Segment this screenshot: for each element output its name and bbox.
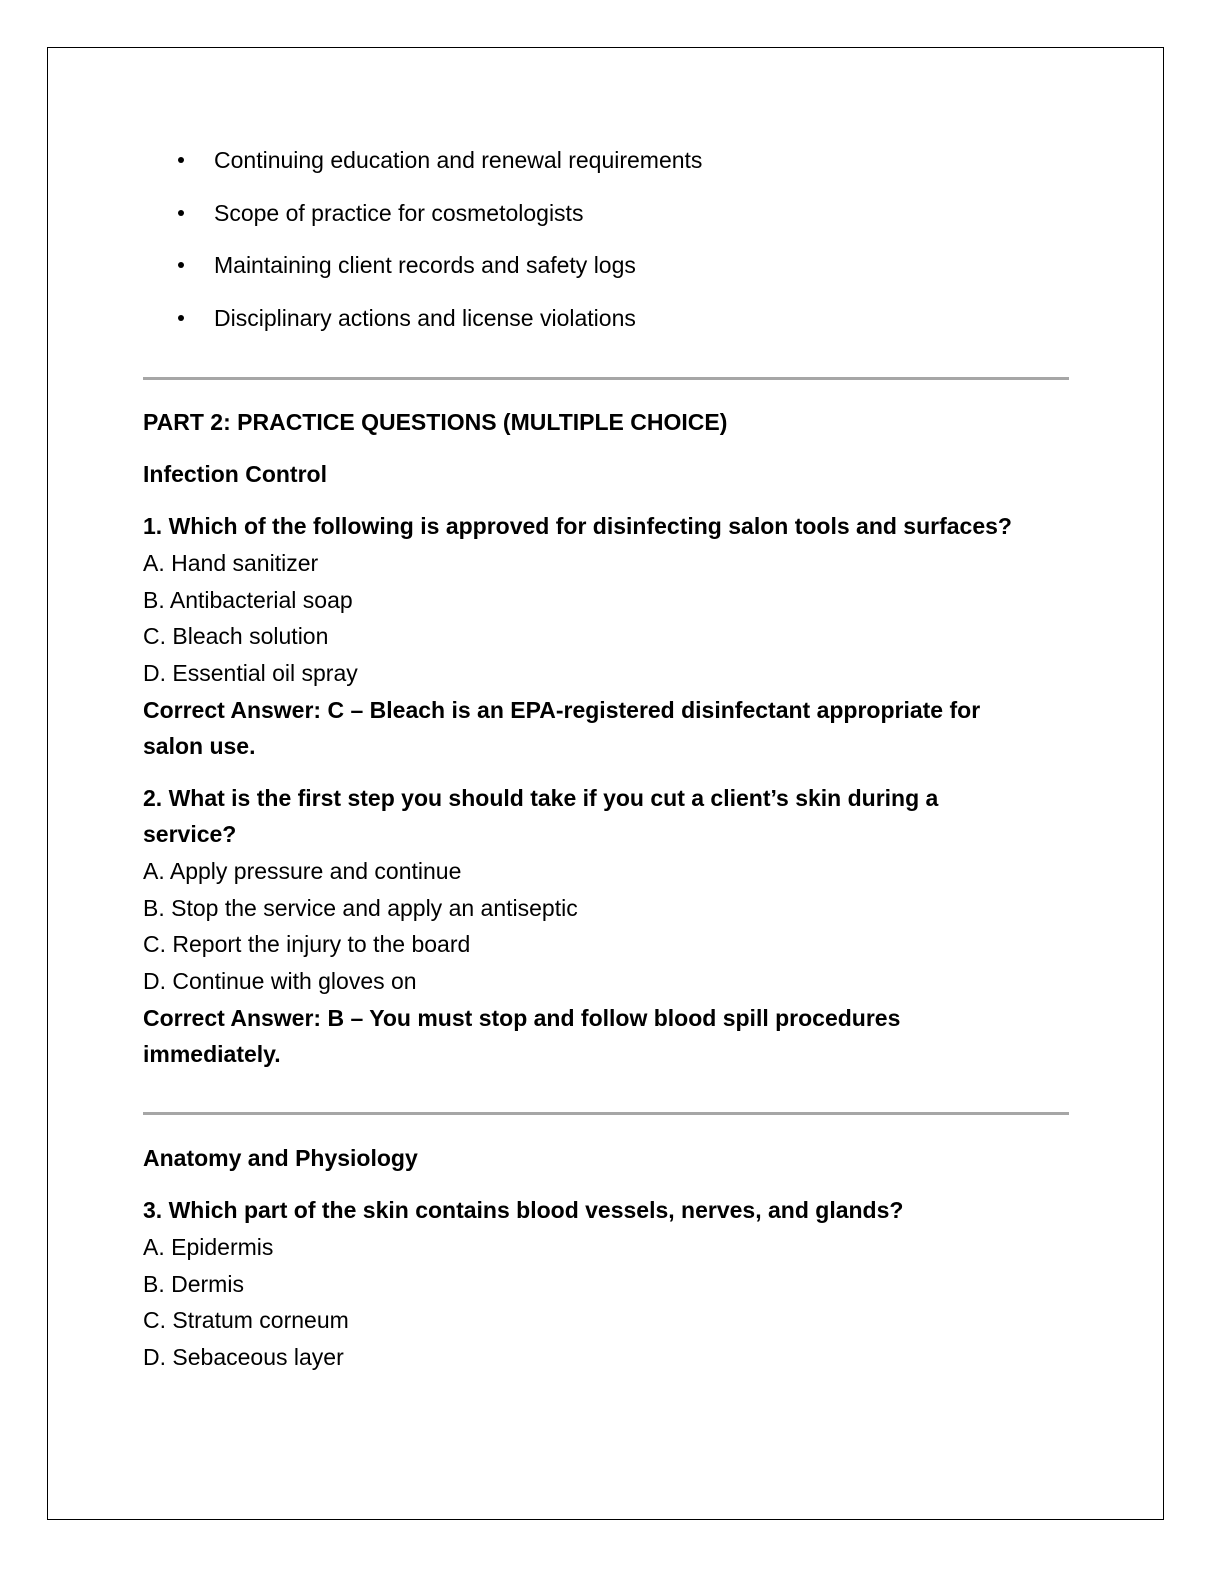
- question-2-option-d: D. Continue with gloves on: [143, 968, 417, 994]
- bullet-icon: [178, 210, 184, 216]
- question-2-answer-cont: immediately.: [143, 1041, 281, 1067]
- question-3-option-d: D. Sebaceous layer: [143, 1344, 344, 1370]
- question-1-option-b: B. Antibacterial soap: [143, 587, 353, 613]
- bullet-text: Disciplinary actions and license violations: [214, 304, 636, 331]
- list-item: [143, 141, 702, 194]
- list-item: [143, 246, 702, 299]
- bullet-icon: [178, 315, 184, 321]
- section-title-anatomy: Anatomy and Physiology: [143, 1145, 418, 1171]
- question-2-text-cont: service?: [143, 821, 237, 847]
- question-2-answer: Correct Answer: B – You must stop and follow blood spill procedures: [143, 1005, 901, 1031]
- section-divider: [143, 377, 1069, 380]
- question-1-option-d: D. Essential oil spray: [143, 660, 358, 686]
- question-1-answer-cont: salon use.: [143, 733, 256, 759]
- topic-bullet-list: [143, 141, 702, 351]
- question-1-option-c: C. Bleach solution: [143, 623, 329, 649]
- bullet-icon: [178, 157, 184, 163]
- question-1-option-a: A. Hand sanitizer: [143, 550, 319, 576]
- question-3-option-b: B. Dermis: [143, 1271, 244, 1297]
- list-item: [143, 299, 702, 352]
- part-heading: PART 2: PRACTICE QUESTIONS (MULTIPLE CHOICE): [143, 409, 728, 435]
- question-1-answer: Correct Answer: C – Bleach is an EPA-registered disinfectant appropriate for: [143, 697, 981, 723]
- question-1-text: 1. Which of the following is approved for disinfecting salon tools and surfaces?: [143, 513, 1012, 539]
- question-3-option-c: C. Stratum corneum: [143, 1307, 349, 1333]
- bullet-text: Continuing education and renewal requirements: [214, 147, 703, 173]
- question-3-option-a: A. Epidermis: [143, 1234, 274, 1260]
- question-2-option-a: A. Apply pressure and continue: [143, 858, 462, 884]
- question-2-option-c: C. Report the injury to the board: [143, 931, 471, 957]
- bullet-text: Scope of practice for cosmetologists: [214, 199, 584, 226]
- question-2-option-b: B. Stop the service and apply an antiseptic: [143, 895, 578, 921]
- section-divider: [143, 1112, 1069, 1115]
- question-3-text: 3. Which part of the skin contains blood vessels, nerves, and glands?: [143, 1197, 904, 1223]
- question-2-text: 2. What is the first step you should take if you cut a client’s skin during a: [143, 785, 939, 811]
- list-item: [143, 194, 702, 247]
- bullet-icon: [178, 262, 184, 268]
- section-title-infection-control: Infection Control: [143, 461, 327, 487]
- bullet-text: Maintaining client records and safety logs: [214, 252, 636, 278]
